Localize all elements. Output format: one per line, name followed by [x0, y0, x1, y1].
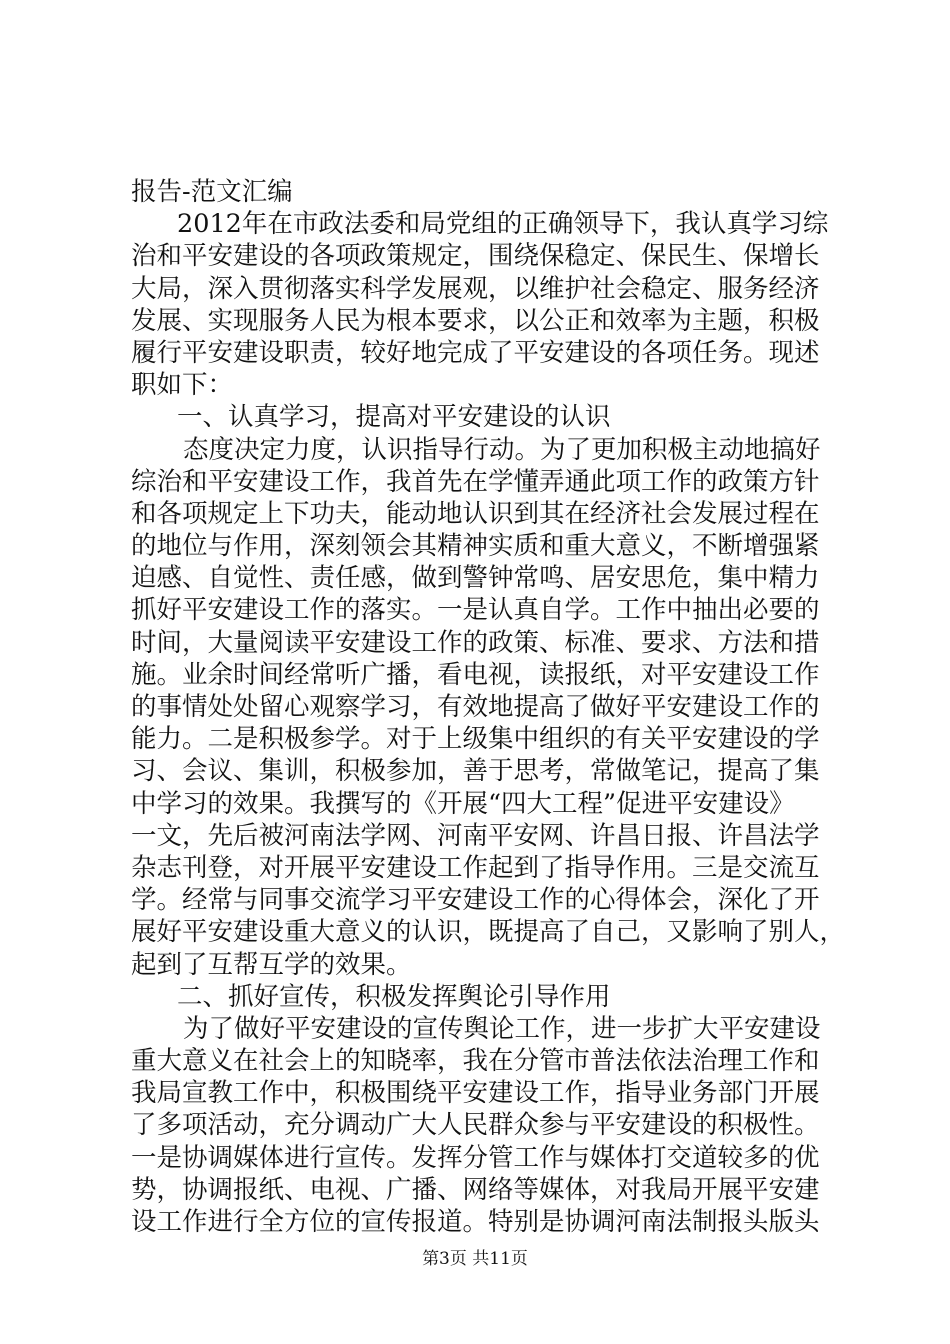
document-body [131, 176, 846, 1238]
paragraph-line: 迫感、自觉性、责任感，做到警钟常鸣、居安思危，集中精力 [131, 563, 820, 594]
paragraph-line: 施。业余时间经常听广播，看电视，读报纸，对平安建设工作 [131, 659, 820, 690]
paragraph-line: 和各项规定上下功夫，能动地认识到其在经济社会发展过程在 [131, 498, 820, 529]
paragraph-line: 起到了互帮互学的效果。 [131, 949, 412, 980]
paragraph-line: 态度决定力度，认识指导行动。为了更加积极主动地搞好 [183, 434, 821, 465]
paragraph-line: 职如下： [131, 370, 234, 401]
paragraph-line: 为了做好平安建设的宣传舆论工作，进一步扩大平安建设 [183, 1013, 821, 1044]
paragraph-line: 一文，先后被河南法学网、河南平安网、许昌日报、许昌法学 [131, 820, 820, 851]
paragraph-line: 学。经常与同事交流学习平安建设工作的心得体会，深化了开 [131, 885, 820, 916]
paragraph-line: 能力。二是积极参学。对于上级集中组织的有关平安建设的学 [131, 724, 820, 755]
paragraph-line: 治和平安建设的各项政策规定，围绕保稳定、保民生、保增长 [131, 241, 820, 272]
paragraph-line: 履行平安建设职责，较好地完成了平安建设的各项任务。现述 [131, 337, 820, 368]
page-number-footer: 第3页 共11页 [422, 1249, 528, 1269]
paragraph-line: 的事情处处留心观察学习，有效地提高了做好平安建设工作的 [131, 692, 820, 722]
paragraph-line: 习、会议、集训，积极参加，善于思考，常做笔记，提高了集 [131, 756, 820, 787]
paragraph-line: 时间，大量阅读平安建设工作的政策、标准、要求、方法和措 [131, 627, 820, 658]
paragraph-line: 综治和平安建设工作，我首先在学懂弄通此项工作的政策方针 [131, 466, 820, 497]
paragraph-line: 重大意义在社会上的知晓率，我在分管市普法依法治理工作和 [131, 1046, 820, 1077]
paragraph-line: 中学习的效果。我撰写的《开展“四大工程”促进平安建设》 [131, 788, 795, 819]
section-heading-2: 二、抓好宣传，积极发挥舆论引导作用 [177, 981, 611, 1012]
paragraph-line: 势，协调报纸、电视、广播、网络等媒体，对我局开展平安建 [131, 1174, 820, 1205]
section-heading-1: 一、认真学习，提高对平安建设的认识 [177, 402, 611, 433]
paragraph-line: 抓好平安建设工作的落实。一是认真自学。工作中抽出必要的 [131, 595, 820, 626]
paragraph-line: 展好平安建设重大意义的认识，既提高了自己，又影响了别人， [131, 917, 846, 948]
paragraph-line: 设工作进行全方位的宣传报道。特别是协调河南法制报头版头 [131, 1207, 820, 1237]
paragraph-line: 2012年在市政法委和局党组的正确领导下，我认真学习综 [177, 209, 829, 240]
paragraph-line: 杂志刊登，对开展平安建设工作起到了指导作用。三是交流互 [131, 852, 820, 883]
paragraph-line: 的地位与作用，深刻领会其精神实质和重大意义，不断增强紧 [131, 531, 820, 562]
paragraph-line: 我局宣教工作中，积极围绕平安建设工作，指导业务部门开展 [131, 1078, 820, 1109]
paragraph-line: 发展、实现服务人民为根本要求，以公正和效率为主题，积极 [131, 305, 820, 336]
paragraph-line: 了多项活动，充分调动广大人民群众参与平安建设的积极性。 [131, 1110, 820, 1141]
document-title-line: 报告-范文汇编 [131, 177, 293, 207]
paragraph-line: 大局，深入贯彻落实科学发展观，以维护社会稳定、服务经济 [131, 273, 820, 304]
paragraph-line: 一是协调媒体进行宣传。发挥分管工作与媒体打交道较多的优 [131, 1142, 820, 1173]
